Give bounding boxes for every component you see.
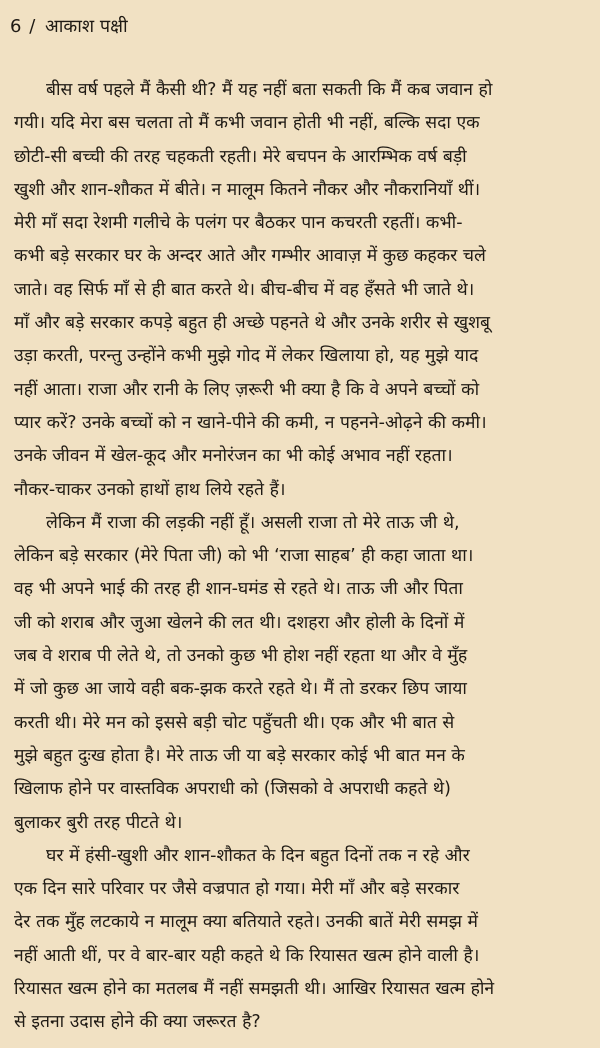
header-separator: / bbox=[29, 16, 36, 37]
body-text bbox=[14, 74, 584, 1040]
text-line: मुझे बहुत दुःख होता है। मेरे ताऊ जी या बड़े सरकार कोई भी बात मन के bbox=[14, 745, 465, 766]
paragraph-3 bbox=[14, 840, 584, 1040]
text-line: छोटी-सी बच्ची की तरह चहकती रहती। मेरे बचपन के आरम्भिक वर्ष बड़ी bbox=[14, 146, 467, 167]
text-line: से इतना उदास होने की क्या जरूरत है? bbox=[14, 1012, 261, 1033]
text-line: नौकर-चाकर उनको हाथों हाथ लिये रहते हैं। bbox=[14, 479, 286, 500]
text-line: लेकिन बड़े सरकार (मेरे पिता जी) को भी ‘राजा साहब’ ही कहा जाता था। bbox=[14, 546, 474, 567]
text-line: रियासत खत्म होने का मतलब मैं नहीं समझती थी। आखिर रियासत खत्म होने bbox=[14, 979, 495, 1000]
text-line: खिलाफ होने पर वास्तविक अपराधी को (जिसको वे अपराधी कहते थे) bbox=[14, 779, 451, 800]
text-line: जाते। वह सिर्फ माँ से ही बात करते थे। बीच-बीच में वह हँसते भी जाते थे। bbox=[14, 279, 475, 300]
page-number: 6 bbox=[10, 16, 22, 37]
text-line: जब वे शराब पी लेते थे, तो उनको कुछ भी होश नहीं रहता था और वे मुँह bbox=[14, 646, 468, 667]
text-line: उनके जीवन में खेल-कूद और मनोरंजन का भी कोई अभाव नहीं रहता। bbox=[14, 446, 453, 467]
paragraph-1 bbox=[14, 74, 584, 507]
text-line: नहीं आती थीं, पर वे बार-बार यही कहते थे कि रियासत खत्म होने वाली है। bbox=[14, 945, 480, 966]
text-line: प्यार करें? उनके बच्चों को न खाने-पीने की कमी, न पहनने-ओढ़ने की कमी। bbox=[14, 412, 487, 433]
text-line: मेरी माँ सदा रेशमी गलीचे के पलंग पर बैठकर पान कचरती रहतीं। कभी- bbox=[14, 213, 463, 234]
book-title: आकाश पक्षी bbox=[45, 16, 128, 37]
text-line: बीस वर्ष पहले मैं कैसी थी? मैं यह नहीं बता सकती कि मैं कब जवान हो bbox=[46, 80, 493, 100]
text-line: कभी बड़े सरकार घर के अन्दर आते और गम्भीर आवाज़ में कुछ कहकर चले bbox=[14, 246, 486, 267]
text-line: एक दिन सारे परिवार पर जैसे वज्रपात हो गया। मेरी माँ और बड़े सरकार bbox=[14, 879, 460, 900]
text-line: लेकिन मैं राजा की लड़की नहीं हूँ। असली राजा तो मेरे ताऊ जी थे, bbox=[46, 512, 460, 533]
text-line: नहीं आता। राजा और रानी के लिए ज़रूरी भी क्या है कि वे अपने बच्चों को bbox=[14, 379, 480, 400]
text-line: बुलाकर बुरी तरह पीटते थे। bbox=[14, 812, 183, 833]
text-line: गयी। यदि मेरा बस चलता तो मैं कभी जवान होती भी नहीं, बल्कि सदा एक bbox=[14, 113, 480, 134]
text-line: घर में हंसी-खुशी और शान-शौकत के दिन बहुत दिनों तक न रहे और bbox=[46, 845, 470, 866]
page-header bbox=[10, 15, 128, 39]
text-line: देर तक मुँह लटकाये न मालूम क्या बतियाते रहते। उनकी बातें मेरी समझ में bbox=[14, 912, 478, 933]
text-line: जी को शराब और जुआ खेलने की लत थी। दशहरा और होली के दिनों में bbox=[14, 612, 465, 633]
paragraph-2 bbox=[14, 507, 584, 840]
text-line: उड़ा करती, परन्तु उन्होंने कभी मुझे गोद में लेकर खिलाया हो, यह मुझे याद bbox=[14, 346, 479, 367]
text-line: खुशी और शान-शौकत में बीते। न मालूम कितने नौकर और नौकरानियाँ थीं। bbox=[14, 179, 481, 200]
text-line: में जो कुछ आ जाये वही बक-झक करते रहते थे। मैं तो डरकर छिप जाया bbox=[14, 679, 467, 700]
text-line: माँ और बड़े सरकार कपड़े बहुत ही अच्छे पहनते थे और उनके शरीर से खुशबू bbox=[14, 313, 491, 334]
text-line: वह भी अपने भाई की तरह ही शान-घमंड से रहते थे। ताऊ जी और पिता bbox=[14, 579, 463, 600]
text-line: करती थी। मेरे मन को इससे बड़ी चोट पहुँचती थी। एक और भी बात से bbox=[14, 712, 455, 733]
